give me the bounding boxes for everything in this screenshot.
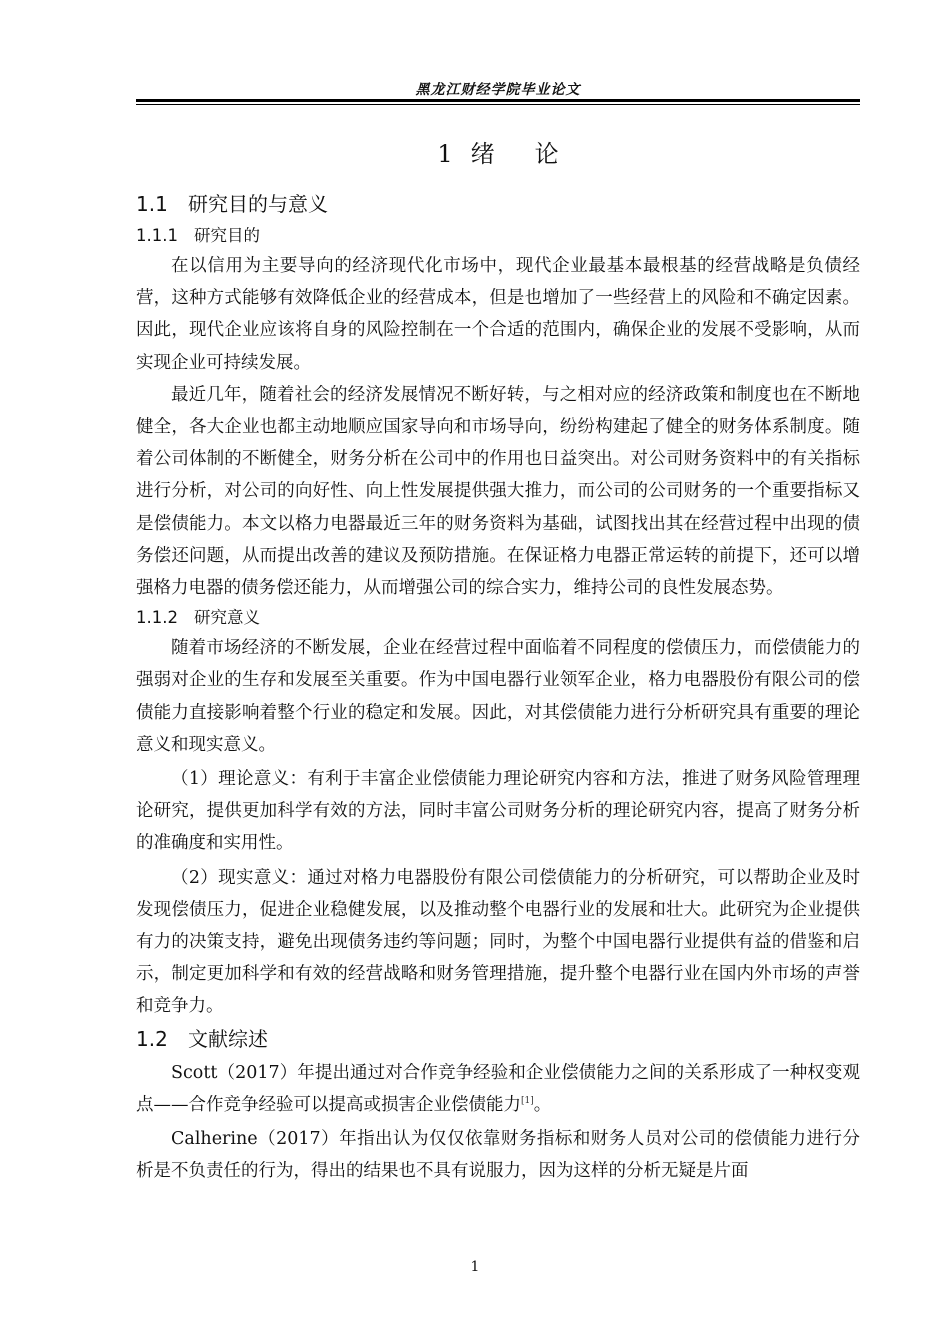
- header-rule-thick: [136, 99, 860, 102]
- subsection-heading-1-1-1: [136, 222, 860, 250]
- body-paragraph: 随着市场经济的不断发展，企业在经营过程中面临着不同程度的偿债压力，而偿债能力的强弱对企业的生存和发展至关重要。作为中国电器行业领军企业，格力电器股份有限公司的偿债能力直接影响着整个行业的稳定和发展。因此，对其偿债能力进行分析研究具有重要的理论意义和现实意义。: [136, 638, 860, 755]
- subsection-number: 1.1.1: [136, 226, 178, 245]
- citation-marker: [1]: [521, 1096, 534, 1107]
- section-title: 研究目的与意义: [188, 192, 328, 216]
- chapter-title-char-1: 绪: [470, 140, 495, 168]
- body-paragraph-practice: （2）现实意义：通过对格力电器股份有限公司偿债能力的分析研究，可以帮助企业及时发现偿债压力，促进企业稳健发展，以及推动整个电器行业的发展和壮大。此研究为企业提供有力的决策支持，避免出现债务违约等问题；同时，为整个中国电器行业提供有益的借鉴和启示，制定更加科学和有效的经营战略和财务管理措施，提升整个电器行业在国内外市场的声誉和竞争力。: [136, 867, 860, 1017]
- page-number: 1: [470, 1259, 480, 1275]
- subsection-title: 研究意义: [194, 608, 260, 628]
- section-number: 1.2: [136, 1026, 168, 1051]
- section-heading-1-2: [136, 1023, 860, 1055]
- section-number: 1.1: [136, 192, 168, 216]
- subsection-heading-1-1-2: [136, 604, 860, 632]
- subsection-title: 研究目的: [194, 226, 260, 245]
- body-paragraph: 在以信用为主要导向的经济现代化市场中，现代企业最基本最根基的经营战略是负债经营，这种方式能够有效降低企业的经营成本，但是也增加了一些经营上的风险和不确定因素。因此，现代企业应该将自身的风险控制在一个合适的范围内，确保企业的发展不受影响，从而实现企业可持续发展。: [136, 256, 860, 373]
- paragraph-text: Scott（2017）年提出通过对合作竞争经验和企业偿债能力之间的关系形成了一种权变观点——合作竞争经验可以提高或损害企业偿债能力: [136, 1062, 860, 1115]
- header-rule-thin: [136, 104, 860, 105]
- section-heading-1-1: [136, 188, 860, 220]
- running-header: 黑龙江财经学院毕业论文: [415, 82, 581, 98]
- chapter-number: 1: [437, 140, 453, 168]
- chapter-title-char-2: 论: [534, 140, 559, 168]
- paragraph-end: 。: [533, 1094, 552, 1115]
- body-paragraph-scott: [136, 1057, 860, 1121]
- chapter-title: [136, 134, 860, 174]
- section-title: 文献综述: [188, 1026, 268, 1051]
- body-paragraph-theory: （1）理论意义：有利于丰富企业偿债能力理论研究内容和方法，推进了财务风险管理理论研究，提供更加科学有效的方法，同时丰富公司财务分析的理论研究内容，提高了财务分析的准确度和实用性。: [136, 769, 860, 854]
- page-content: [136, 128, 860, 1187]
- body-paragraph-calherine: Calherine（2017）年指出认为仅仅依靠财务指标和财务人员对公司的偿债能力进行分析是不负责任的行为，得出的结果也不具有说服力，因为这样的分析无疑是片面: [136, 1129, 860, 1182]
- subsection-number: 1.1.2: [136, 608, 178, 628]
- body-paragraph: 最近几年，随着社会的经济发展情况不断好转，与之相对应的经济政策和制度也在不断地健全，各大企业也都主动地顺应国家导向和市场导向，纷纷构建起了健全的财务体系制度。随着公司体制的不断健全，财务分析在公司中的作用也日益突出。对公司财务资料中的有关指标进行分析，对公司的向好性、向上性发展提供强大推力，而公司的公司财务的一个重要指标又是偿债能力。本文以格力电器最近三年的财务资料为基础，试图找出其在经营过程中出现的债务偿还问题，从而提出改善的建议及预防措施。在保证格力电器正常运转的前提下，还可以增强格力电器的债务偿还能力，从而增强公司的综合实力，维持公司的良性发展态势。: [136, 384, 860, 599]
